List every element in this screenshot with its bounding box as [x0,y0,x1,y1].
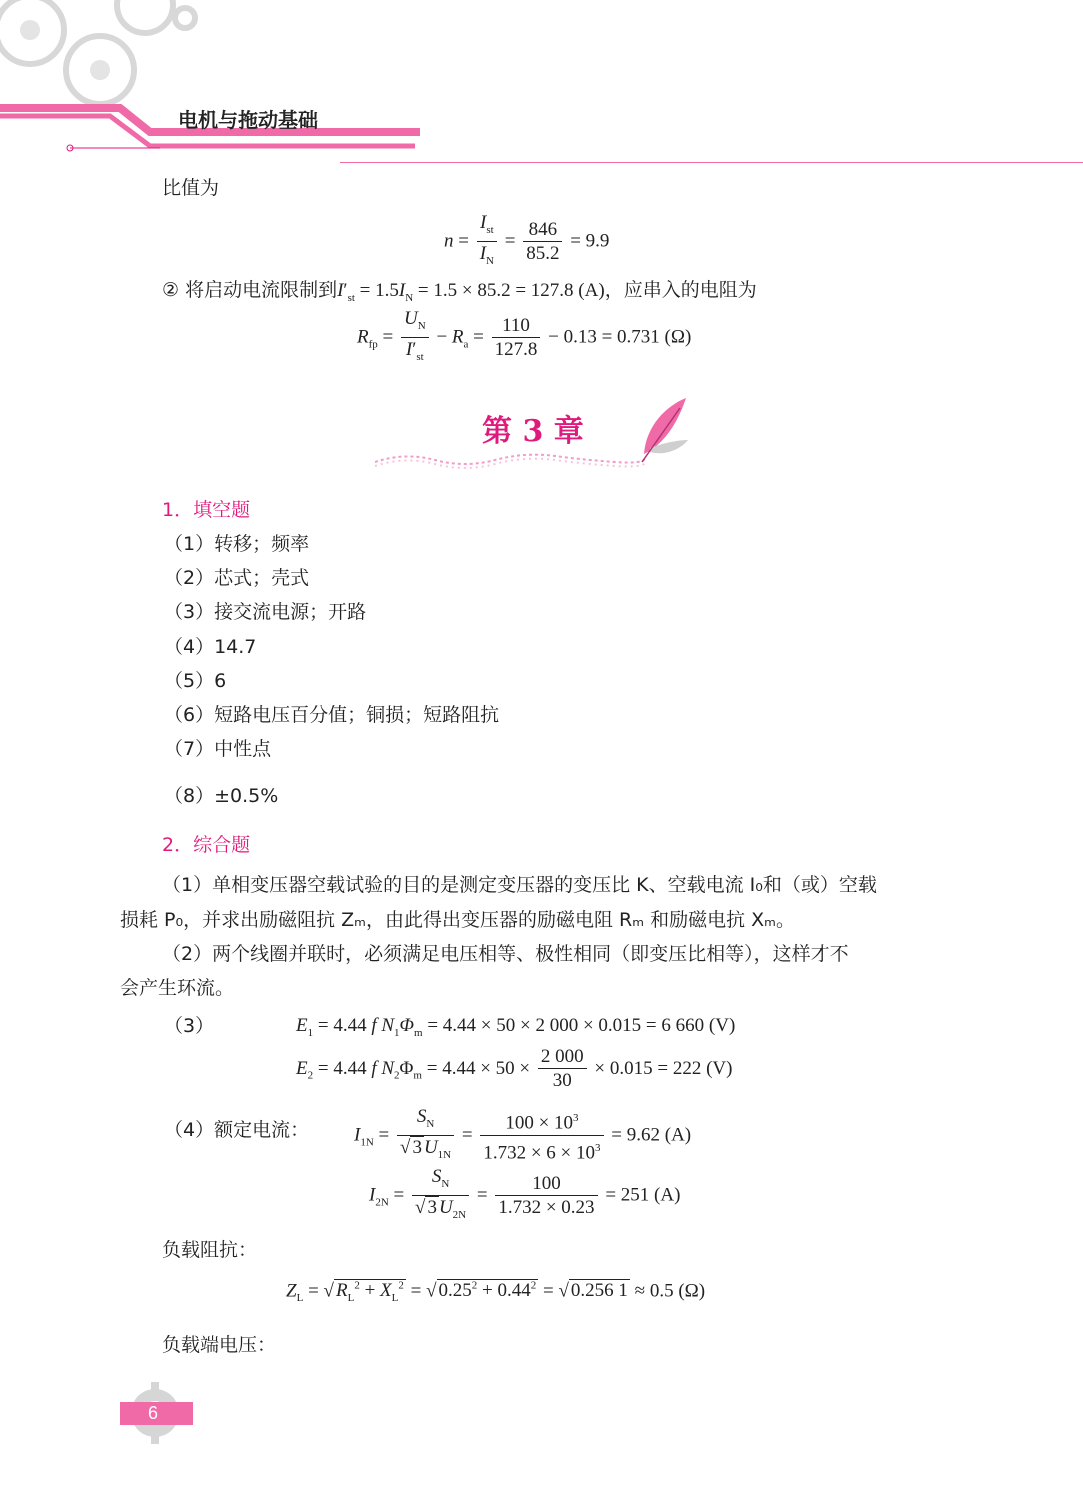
equation-ratio: n = $\frac{I_{st}}{I_N}$ = $\frac{846}{85.2}$ = 9.9 [444,212,610,267]
equation-e1: $E_1 = 4.44$ f $N_1\Phi_m = 4.44 \times 50 \times 2$ 000 × 0.015 = 6 660 (V) [296,1015,736,1039]
chapter-title: 第 3 章 [482,414,584,449]
chapter-wave-decoration [375,448,645,470]
q1-line2: 损耗 P₀，并求出励磁阻抗 Zₘ，由此得出变压器的励磁电阻 Rₘ 和励磁电抗 Xₘ。 [120,909,796,931]
equation-e2: $E_2 = 4.44$ f $N_2\Phi_m = 4.44 \times 50$ × $\frac{2 000}{30}$ × 0.015 = 222 (V) [296,1046,733,1091]
q4-label: （4）额定电流： [164,1119,310,1141]
equation-zl: $Z_L$ = √ $R_L^2 + X_L^2$ = √ $0.25^2 + 0.44^2$ = √ 0.256 1 ≈ 0.5 (Ω) [286,1280,706,1305]
section1-heading: 1．填空题 [162,499,251,521]
load-voltage-label: 负载端电压： [162,1334,277,1356]
section2-heading: 2．综合题 [162,834,251,856]
equation-resistance: $R_{fp}$ = $\frac{U_N}{I'_{st}}$ − $R_a$ = $\frac{110}{127.8}$ − 0.13 = 0.731 (Ω) [357,308,692,363]
list-item: （2）芯式；壳式 [164,567,310,589]
list-item: （1）转移；频率 [164,533,310,555]
list-item: （7）中性点 [164,738,272,760]
ratio-label: 比值为 [162,177,220,199]
equation-i2n: $I_{2N}$ = $\frac{S_N}{√ 3 U_{2N}}$ = $\frac{100}{1.732 \times 0.23}$ = 251 (A) [369,1166,681,1221]
q1-line1: （1）单相变压器空载试验的目的是测定变压器的变压比 K、空载电流 I₀和（或）空载 [162,874,877,896]
gear-decoration-icon [0,0,420,160]
page-number: 6 [148,1403,159,1423]
list-item: （3）接交流电源；开路 [164,601,367,623]
list-item: （4）14.7 [164,636,257,658]
q2-line1: （2）两个线圈并联时，必须满足电压相等、极性相同（即变压比相等），这样才不 [162,943,849,965]
book-title: 电机与拖动基础 [178,108,318,132]
feather-icon [636,396,692,468]
q2-line2: 会产生环流。 [120,977,235,999]
header-rule [340,162,1083,163]
list-item: （8）±0.5% [164,785,279,807]
list-item: （5）6 [164,670,227,692]
equation-i1n: $I_{1N}$ = $\frac{S_N}{√ 3 U_{1N}}$ = $\frac{100 \times 10^3}{1.732 \times 6 \times 10^3}$ = 9.62 (A) [354,1106,692,1164]
q3-label: （3） [164,1015,215,1037]
load-impedance-label: 负载阻抗： [162,1239,258,1261]
list-item: （6）短路电压百分值；铜损；短路阻抗 [164,704,500,726]
step2-line: ② 将启动电流限制到$I'_{st} = 1.5I_N = 1.5 \times 85.2 = 127.8$ (A)，应串入的电阻为 [162,279,757,304]
